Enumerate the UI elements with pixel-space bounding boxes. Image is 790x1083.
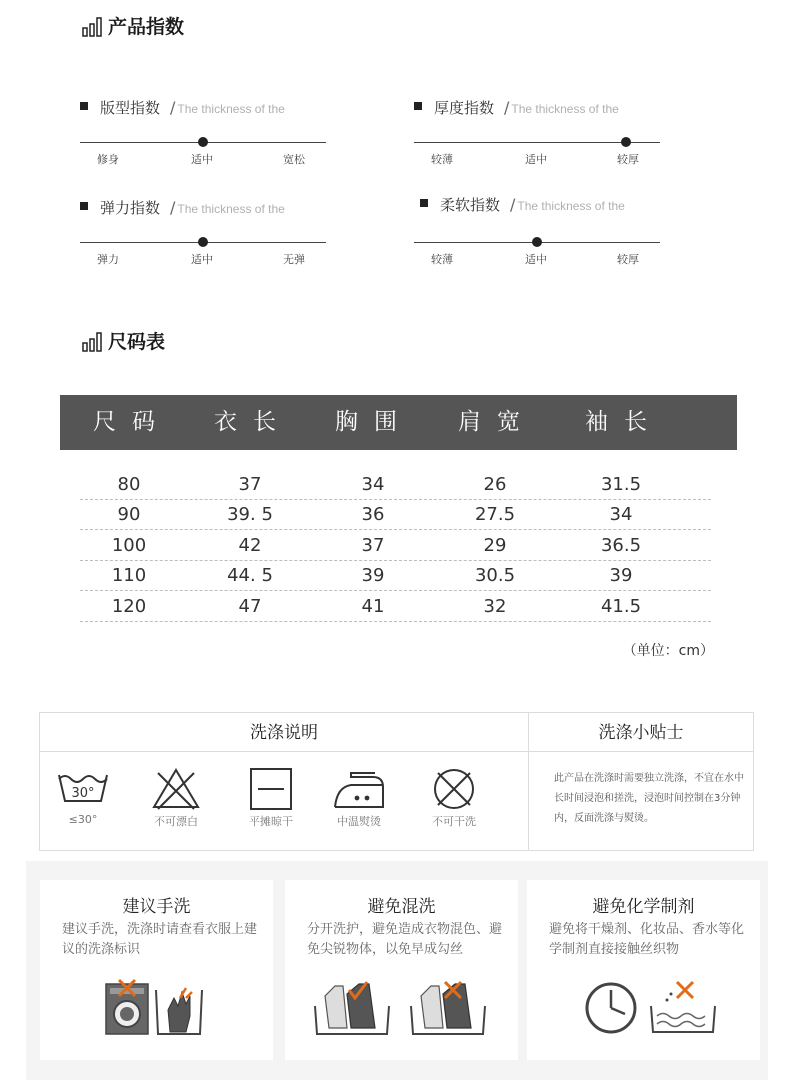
unit-note: （单位：cm） — [622, 643, 714, 659]
care-card-desc: 分开洗护，避免造成衣物混色、避免尖锐物体，以免早成勾丝 — [307, 922, 503, 957]
table-cell: 30.5 — [474, 565, 516, 586]
index-subtitle: The thickness of the — [177, 202, 285, 216]
bar-chart-icon — [82, 17, 102, 37]
index-label-high: 宽松 — [283, 153, 305, 166]
table-cell: 44. 5 — [227, 565, 273, 586]
index-level-dot — [621, 137, 631, 147]
table-cell: 39 — [361, 565, 385, 586]
care-card-no-chemicals — [527, 880, 760, 1060]
section-title-text: 尺码表 — [108, 331, 166, 353]
table-cell: 47 — [238, 596, 262, 617]
table-cell: 36.5 — [600, 535, 642, 556]
table-cell: 41.5 — [600, 596, 642, 617]
table-row — [80, 500, 711, 530]
washing-panel — [39, 712, 754, 851]
index-label-high: 较厚 — [617, 153, 639, 166]
index-name: 厚度指数 — [434, 99, 495, 117]
washing-title: 洗涤说明 — [250, 723, 318, 743]
index-label-high: 较厚 — [617, 253, 639, 266]
care-card-desc: 避免将干燥剂、化妆品、香水等化学制剂直接接触丝织物 — [549, 922, 745, 957]
flat-dry-icon — [231, 767, 311, 829]
table-cell: 34 — [609, 504, 633, 525]
no-dry-clean-icon — [414, 767, 494, 829]
index-slash: / — [170, 198, 176, 217]
no-chemicals-icon — [527, 976, 760, 1046]
table-cell: 26 — [483, 474, 507, 495]
header-size: 尺码 — [93, 409, 171, 435]
index-label-mid: 适中 — [525, 253, 547, 266]
square-bullet — [80, 102, 88, 110]
header-shoulder: 肩宽 — [458, 409, 536, 435]
wash-icon-label: 中温熨烫 — [337, 815, 381, 828]
table-cell: 110 — [111, 565, 147, 586]
table-cell: 37 — [238, 474, 262, 495]
no-bleach-icon — [136, 767, 216, 829]
care-card-hand-wash — [40, 880, 273, 1060]
table-cell: 90 — [117, 504, 141, 525]
wash-icon-label: ≤30° — [68, 813, 98, 826]
index-label-low: 修身 — [97, 153, 119, 166]
index-subtitle: The thickness of the — [511, 102, 619, 116]
table-cell: 27.5 — [474, 504, 516, 525]
table-cell: 80 — [117, 474, 141, 495]
table-cell: 32 — [483, 596, 507, 617]
index-level-dot — [198, 137, 208, 147]
table-cell: 37 — [361, 535, 385, 556]
section-title-size-chart — [82, 332, 165, 352]
index-name: 柔软指数 — [440, 196, 501, 214]
index-label-low: 较薄 — [431, 153, 453, 166]
index-subtitle: The thickness of the — [177, 102, 285, 116]
hand-wash-icon — [40, 976, 273, 1046]
square-bullet — [420, 199, 428, 207]
index-slash: / — [504, 98, 510, 117]
index-label-low: 较薄 — [431, 253, 453, 266]
table-cell: 34 — [361, 474, 385, 495]
separate-wash-icon — [285, 976, 518, 1046]
table-cell: 39. 5 — [227, 504, 273, 525]
table-row — [80, 470, 711, 500]
bar-chart-icon — [82, 332, 102, 352]
index-fit — [80, 97, 326, 167]
index-label-mid: 适中 — [525, 153, 547, 166]
index-thickness — [414, 97, 660, 167]
header-length: 衣长 — [214, 409, 292, 435]
index-softness — [414, 194, 660, 264]
washing-tips-text: 此产品在洗涤时需要独立洗涤，不宜在水中长时间浸泡和搓洗，浸泡时间控制在3分钟内，反面洗涤与熨烫。 — [554, 773, 744, 824]
index-label-high: 无弹 — [283, 253, 305, 266]
table-cell: 120 — [111, 596, 147, 617]
index-slash: / — [170, 98, 176, 117]
table-cell: 36 — [361, 504, 385, 525]
wash-icon-label: 不可干洗 — [432, 815, 476, 828]
care-card-desc: 建议手洗，洗涤时请查看衣服上建议的洗涤标识 — [62, 922, 258, 957]
care-card-separate-wash — [285, 880, 518, 1060]
index-level-dot — [198, 237, 208, 247]
index-subtitle: The thickness of the — [517, 199, 625, 213]
divider — [40, 751, 753, 752]
index-label-mid: 适中 — [191, 253, 213, 266]
size-table-header — [60, 395, 737, 450]
square-bullet — [414, 102, 422, 110]
care-card-title: 避免混洗 — [367, 897, 436, 917]
index-level-dot — [532, 237, 542, 247]
wash-icon-label: 平摊晾干 — [249, 815, 293, 828]
header-sleeve: 袖长 — [585, 409, 663, 435]
wash-30-icon — [43, 767, 123, 826]
index-name: 弹力指数 — [100, 199, 161, 217]
section-title-text: 产品指数 — [108, 16, 185, 38]
table-row — [80, 561, 711, 591]
index-name: 版型指数 — [100, 99, 161, 117]
iron-medium-icon — [319, 767, 399, 829]
care-card-title: 避免化学制剂 — [592, 897, 695, 917]
index-label-low: 弹力 — [97, 253, 119, 266]
washing-tips-title: 洗涤小贴士 — [598, 723, 684, 743]
table-cell: 29 — [483, 535, 507, 556]
index-label-mid: 适中 — [191, 153, 213, 166]
table-cell: 31.5 — [600, 474, 642, 495]
table-row — [80, 592, 711, 622]
table-cell: 39 — [609, 565, 633, 586]
section-title-product-index — [82, 17, 184, 37]
wash-temp-text: 30° — [71, 786, 95, 801]
table-row — [80, 531, 711, 561]
table-cell: 42 — [238, 535, 262, 556]
index-slash: / — [510, 195, 516, 214]
square-bullet — [80, 202, 88, 210]
header-chest: 胸围 — [335, 409, 413, 435]
care-card-title: 建议手洗 — [122, 897, 191, 917]
table-cell: 100 — [111, 535, 147, 556]
divider — [528, 713, 529, 850]
table-cell: 41 — [361, 596, 385, 617]
index-elasticity — [80, 197, 326, 267]
wash-icon-label: 不可漂白 — [154, 815, 198, 828]
